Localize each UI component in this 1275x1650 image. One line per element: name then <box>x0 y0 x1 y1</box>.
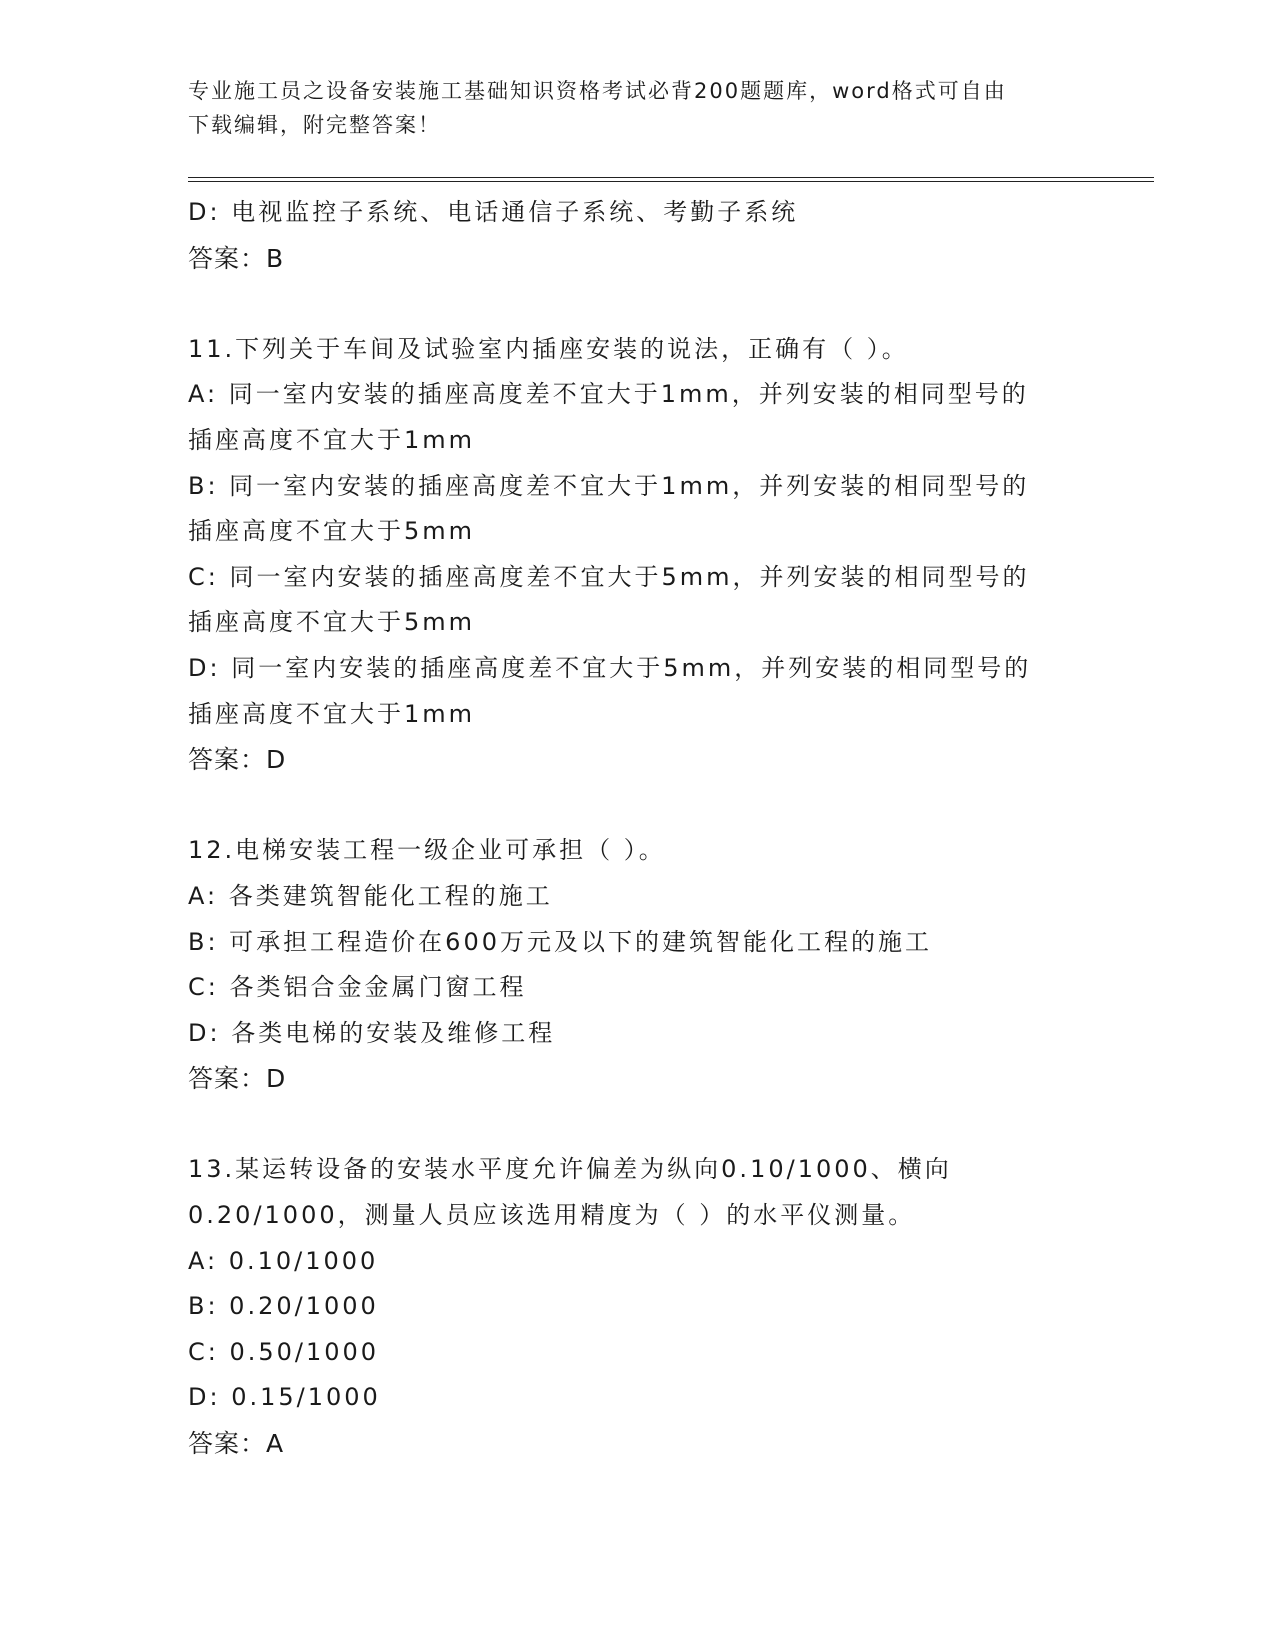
answer-line: 答案：A <box>188 1429 285 1459</box>
question-13 <box>188 1147 1088 1466</box>
question-stem-continued: 0.20/1000，测量人员应该选用精度为（ ）的水平仪测量。 <box>188 1201 916 1230</box>
option-c-continued: 插座高度不宜大于5mm <box>188 608 476 637</box>
header-divider <box>188 177 1154 182</box>
option-d: D: 同一室内安装的插座高度差不宜大于5mm，并列安装的相同型号的 <box>188 653 1032 682</box>
option-c: C: 同一室内安装的插座高度差不宜大于5mm，并列安装的相同型号的 <box>188 562 1030 591</box>
question-12 <box>188 828 1088 1102</box>
question-content <box>188 190 1088 1467</box>
option-a: A: 各类建筑智能化工程的施工 <box>188 881 553 910</box>
question-stem: 11.下列关于车间及试验室内插座安装的说法，正确有（ ）。 <box>188 334 909 363</box>
question-10-tail <box>188 190 1088 281</box>
option-b: B: 可承担工程造价在600万元及以下的建筑智能化工程的施工 <box>188 927 932 956</box>
option-d: D: 0.15/1000 <box>188 1383 381 1412</box>
option-b: B: 同一室内安装的插座高度差不宜大于1mm，并列安装的相同型号的 <box>188 471 1030 500</box>
option-a: A: 0.10/1000 <box>188 1246 379 1275</box>
page-header <box>188 74 1088 142</box>
question-stem: 12.电梯安装工程一级企业可承担（ ）。 <box>188 836 666 865</box>
option-a: A: 同一室内安装的插座高度差不宜大于1mm，并列安装的相同型号的 <box>188 380 1029 409</box>
option-d: D: 电视监控子系统、电话通信子系统、考勤子系统 <box>188 198 799 226</box>
question-11 <box>188 327 1088 783</box>
option-c: C: 0.50/1000 <box>188 1337 380 1366</box>
answer-line: 答案：B <box>188 243 285 273</box>
question-stem: 13.某运转设备的安装水平度允许偏差为纵向0.10/1000、横向 <box>188 1155 952 1184</box>
spacer <box>188 1102 1088 1148</box>
header-title-line-1: 专业施工员之设备安装施工基础知识资格考试必背200题题库，word格式可自由 <box>188 79 1007 103</box>
answer-line: 答案：D <box>188 745 287 775</box>
option-c: C: 各类铝合金金属门窗工程 <box>188 973 527 1002</box>
option-d: D: 各类电梯的安装及维修工程 <box>188 1018 556 1047</box>
spacer <box>188 281 1088 327</box>
option-a-continued: 插座高度不宜大于1mm <box>188 425 476 454</box>
spacer <box>188 783 1088 829</box>
option-d-continued: 插座高度不宜大于1mm <box>188 699 476 728</box>
option-b-continued: 插座高度不宜大于5mm <box>188 517 476 546</box>
header-title-line-2: 下载编辑，附完整答案！ <box>188 113 441 137</box>
answer-line: 答案：D <box>188 1064 287 1094</box>
option-b: B: 0.20/1000 <box>188 1292 379 1321</box>
